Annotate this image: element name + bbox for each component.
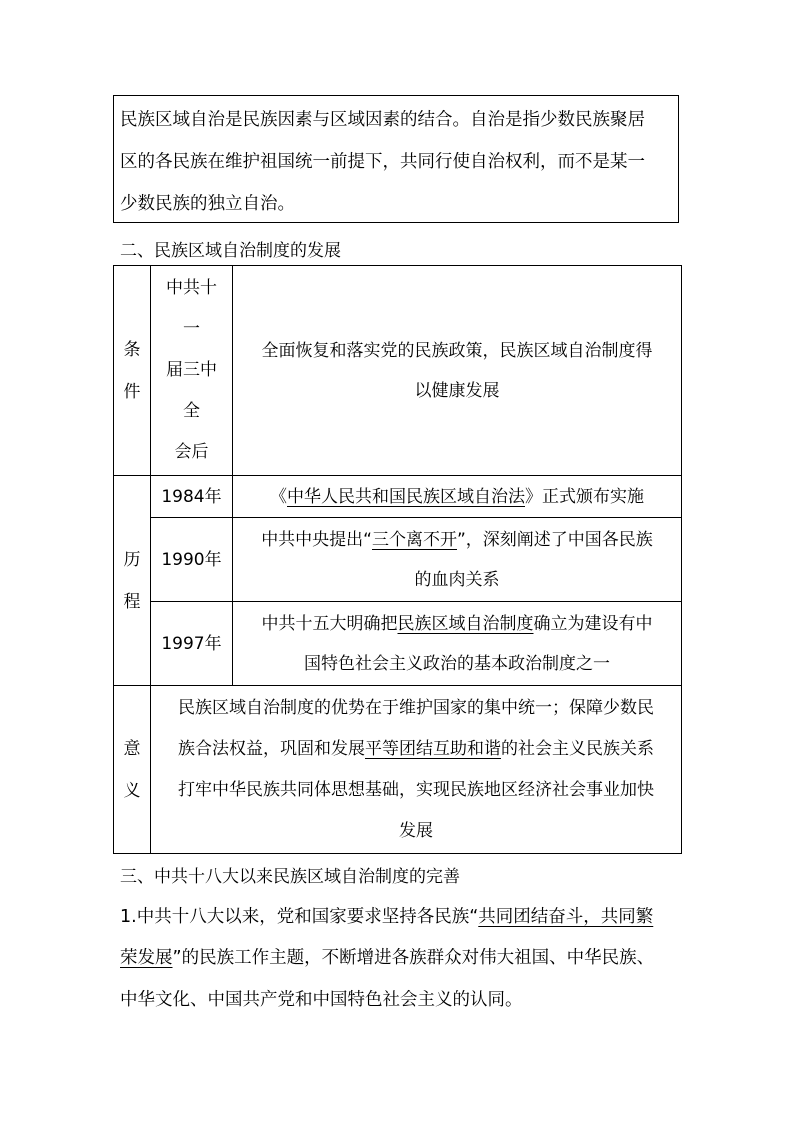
intro-line-3: 少数民族的独立自治。 [120,194,295,214]
law-title: 中华人民共和国民族区域自治法 [287,486,525,507]
key-term: 民族区域自治制度 [397,613,534,634]
conditions-label: 条 件 [114,266,151,476]
significance-content: 民族区域自治制度的优势在于维护国家的集中统一；保障少数民 族合法权益，巩固和发展平等团结互助和谐的社会主义民族关系 打牢中华民族共同体思想基础，实现民族地区经济社会事业加快 发展 [151,686,682,854]
history-row-1997 [114,602,682,686]
key-term: 共同团结奋斗，共同繁 [478,907,654,927]
key-term: 荣发展 [120,948,173,968]
intro-box [113,95,679,223]
conditions-content: 全面恢复和落实党的民族政策，民族区域自治制度得 以健康发展 [233,266,682,476]
history-event: 中共十五大明确把民族区域自治制度确立为建设有中 国特色社会主义政治的基本政治制度之一 [233,602,682,686]
history-event: 《中华人民共和国民族区域自治法》正式颁布实施 [233,476,682,518]
conditions-row [114,266,682,476]
section3-para-line-3: 中华文化、中国共产党和中国特色社会主义的认同。 [120,990,523,1010]
history-year: 1984年 [151,476,233,518]
intro-line-1: 民族区域自治是民族因素与区域因素的结合。自治是指少数民族聚居 [120,110,645,130]
development-table [113,265,682,854]
history-year: 1997年 [151,602,233,686]
section3-para-line-1: 1.中共十八大以来，党和国家要求坚持各民族“共同团结奋斗，共同繁 [120,907,654,927]
history-label: 历 程 [114,476,151,686]
significance-row [114,686,682,854]
section3-title: 三、中共十八大以来民族区域自治制度的完善 [120,867,460,887]
intro-line-2: 区的各民族在维护祖国统一前提下，共同行使自治权利，而不是某一 [120,152,645,172]
history-row-1990 [114,518,682,602]
history-year: 1990年 [151,518,233,602]
history-row-1984 [114,476,682,518]
significance-label: 意 义 [114,686,151,854]
history-event: 中共中央提出“三个离不开”，深刻阐述了中国各民族 的血肉关系 [233,518,682,602]
conditions-period: 中共十 一 届三中 全 会后 [151,266,233,476]
section2-title: 二、民族区域自治制度的发展 [120,241,341,261]
key-term: 三个离不开 [372,529,457,550]
section3-para-line-2: 荣发展”的民族工作主题，不断增进各族群众对伟大祖国、中华民族、 [120,948,655,968]
key-term: 平等团结互助和谐 [365,738,501,759]
